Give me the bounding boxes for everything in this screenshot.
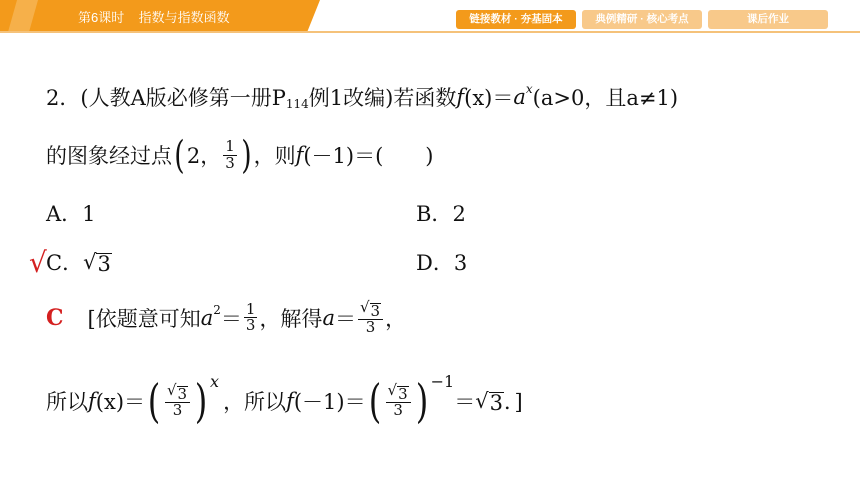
fraction-numerator: √ 3 xyxy=(165,383,190,403)
sqrt-symbol: √ 3 xyxy=(83,249,111,276)
question-number: 2． xyxy=(46,86,81,110)
solution-comma: ， xyxy=(385,306,407,331)
solution-end: ．] xyxy=(503,390,523,414)
choice-d-letter: D． xyxy=(416,251,454,275)
fraction-denominator: 3 xyxy=(172,401,183,420)
line2-f: f xyxy=(295,143,304,167)
solution-l2-prefix: 所以 xyxy=(46,390,88,414)
fraction-one-third xyxy=(244,299,258,335)
function-arg: (－1)＝ xyxy=(293,390,366,414)
solution-line-2 xyxy=(46,371,523,428)
choice-d-value: 3 xyxy=(453,251,468,275)
fraction-root3-over-3 xyxy=(358,300,383,336)
function-base: a xyxy=(513,85,526,109)
function-exponent: x xyxy=(525,82,533,96)
question-line-1 xyxy=(46,82,678,112)
exponent-2: 2 xyxy=(213,302,221,317)
fraction-denominator: 3 xyxy=(245,316,256,335)
right-paren: ) xyxy=(240,133,252,177)
solution-line-1 xyxy=(46,300,406,336)
question-source: (人教A版必修第一册P xyxy=(80,86,286,110)
function-condition: (a>0，且a≠1) xyxy=(532,86,679,110)
header-bar xyxy=(0,0,860,32)
choice-b-value: 2 xyxy=(452,202,466,226)
fraction-root3-over-3 xyxy=(165,383,190,419)
choice-c[interactable] xyxy=(46,247,112,277)
left-paren: ( xyxy=(368,374,381,428)
tab-textbook-basics[interactable]: 链接教材 · 夯基固本 xyxy=(456,10,576,29)
solution-l2-mid: ，所以 xyxy=(223,390,287,414)
line2-suffix: (－1)＝( ) xyxy=(303,144,434,168)
fraction-denominator: 3 xyxy=(365,318,376,336)
right-paren: ) xyxy=(415,374,428,428)
tab-homework[interactable]: 课后作业 xyxy=(708,10,828,29)
choice-a-value: 1 xyxy=(82,202,96,226)
left-paren: ( xyxy=(174,133,185,177)
point-y-fraction xyxy=(223,136,237,172)
check-mark-icon: √ xyxy=(29,246,47,279)
fraction-denominator: 3 xyxy=(393,401,403,420)
lesson-title: 第6课时 指数与指数函数 xyxy=(78,10,230,25)
equals-sign: ＝ xyxy=(220,306,242,331)
tab-accent xyxy=(8,0,38,32)
var-a: a xyxy=(200,305,214,330)
choice-a[interactable] xyxy=(46,198,96,228)
function-arg: (x)＝ xyxy=(95,390,146,414)
line2-mid: ，则 xyxy=(253,144,296,168)
function-arg: (x)＝ xyxy=(464,86,514,110)
left-paren: ( xyxy=(147,374,161,428)
solution-mid: ，解得 xyxy=(259,306,323,331)
choice-d[interactable] xyxy=(416,247,467,277)
answer-letter: C xyxy=(46,304,64,331)
equals-sign: ＝ xyxy=(454,390,476,414)
function-f: f xyxy=(88,389,96,413)
question-source-suffix: 例1改编)若函数 xyxy=(308,86,457,110)
fraction-denominator: 3 xyxy=(225,153,235,172)
fraction-numerator: 1 xyxy=(225,136,235,155)
function-f: f xyxy=(456,85,465,109)
header-divider xyxy=(0,31,860,33)
equals-sign: ＝ xyxy=(334,306,356,331)
exponent-x: x xyxy=(210,371,220,391)
solution-prefix: [依题意可知 xyxy=(87,306,201,331)
choice-a-letter: A． xyxy=(46,202,83,226)
right-paren: ) xyxy=(194,374,208,428)
root-value: 3 xyxy=(489,390,503,415)
line2-prefix: 的图象经过点 xyxy=(46,144,172,168)
point-x: 2， xyxy=(186,144,222,168)
fraction-numerator: √ 3 xyxy=(358,300,383,320)
choice-c-letter: C． xyxy=(46,251,84,275)
sqrt-symbol: √ 3 xyxy=(475,388,503,415)
choice-b[interactable] xyxy=(416,198,466,228)
fraction-numerator: 1 xyxy=(245,299,256,318)
question-line-2 xyxy=(46,133,434,177)
exponent-minus-one: −1 xyxy=(430,371,455,391)
page-subscript: 114 xyxy=(285,97,309,111)
tab-key-examples[interactable]: 典例精研 · 核心考点 xyxy=(582,10,702,29)
function-f: f xyxy=(286,389,294,413)
var-a: a xyxy=(322,305,335,330)
fraction-numerator: √ 3 xyxy=(386,383,411,403)
choice-c-value: 3 xyxy=(97,251,111,276)
choice-b-letter: B． xyxy=(416,202,453,226)
fraction-root3-over-3 xyxy=(386,383,411,419)
